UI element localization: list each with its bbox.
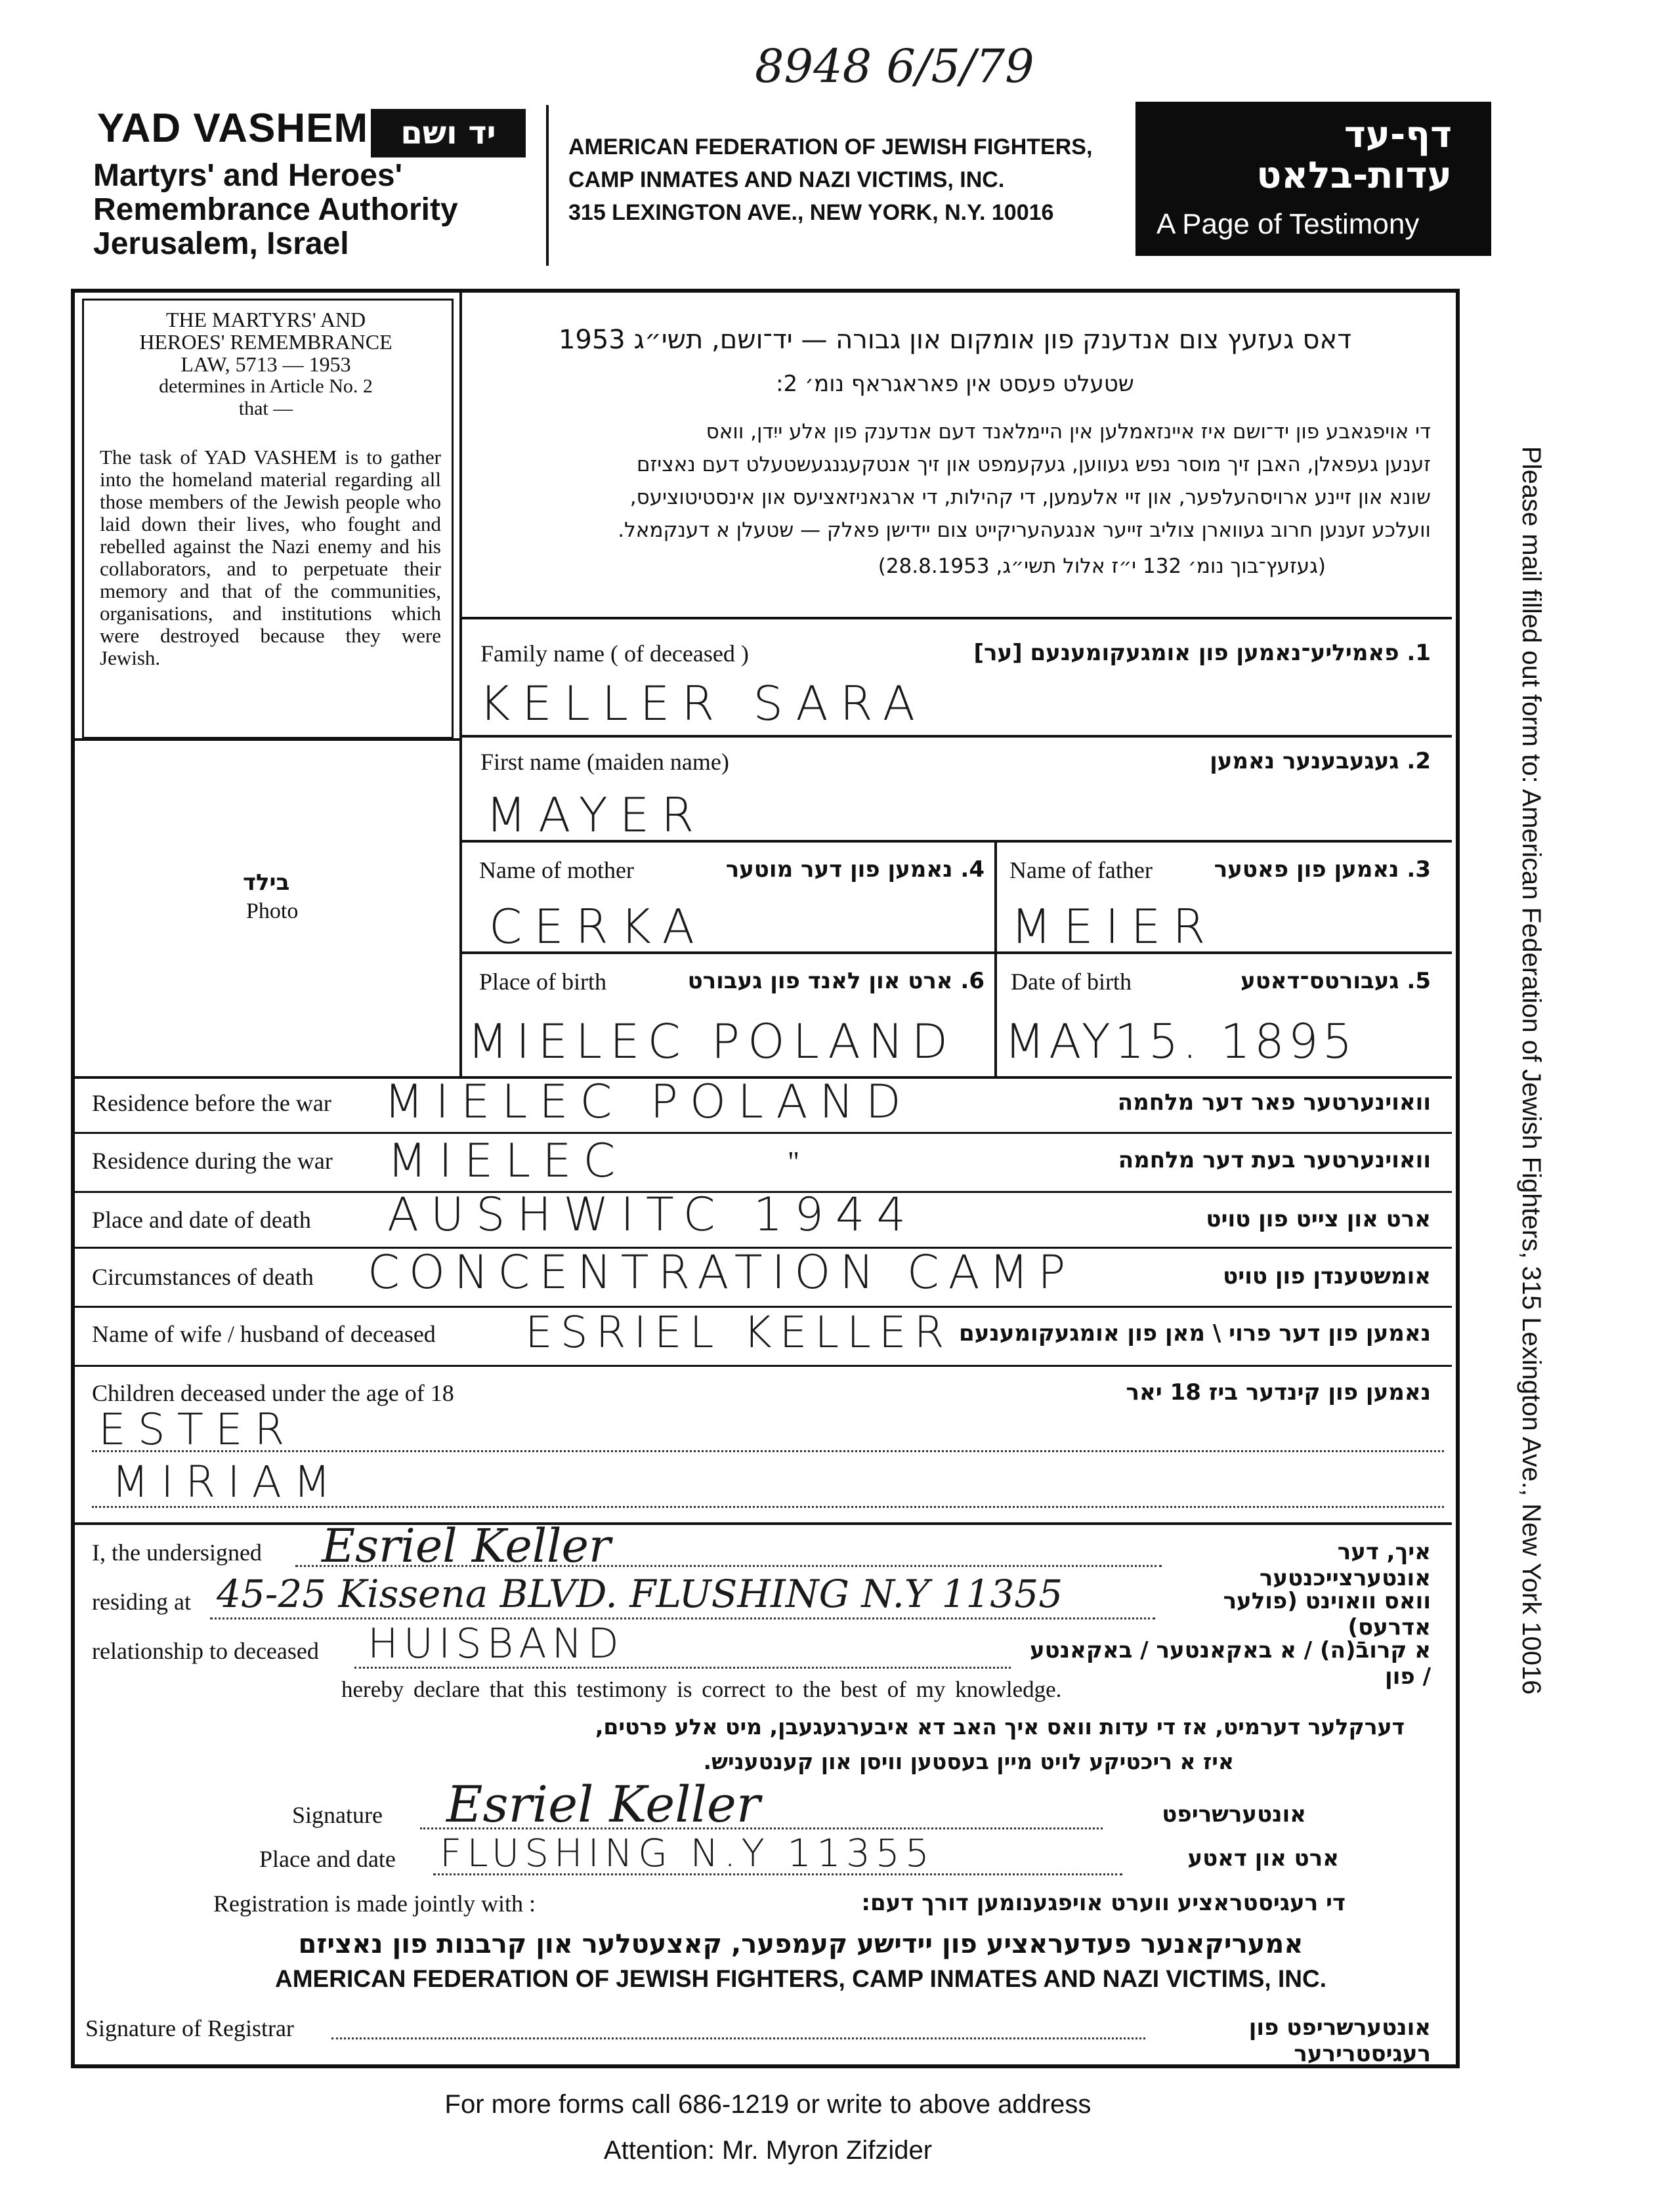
residence-during-ditto: " — [788, 1146, 799, 1178]
rule-res-during — [75, 1132, 1452, 1134]
file-note: 8948 6/5/79 — [755, 39, 1034, 93]
undersigned-line — [295, 1565, 1162, 1567]
first-name-label: First name (maiden name) — [480, 749, 729, 775]
relationship-line — [354, 1667, 1011, 1669]
declaration-hebrew1: דערקלער דערמיט, אז די עדות וואס איך האב דא איבערגעגעבן, מיט אלע פרטים, — [595, 1714, 1405, 1740]
authority-line1: Martyrs' and Heroes' — [93, 158, 402, 193]
spouse-value[interactable]: ESRIEL KELLER — [525, 1307, 952, 1358]
law-yiddish-body1: די אויפגאבע פון יד־ושם איז איינזאמלען אין היימלאנד דעם אנדענק פון אלע ייִדן, וואס — [706, 420, 1431, 444]
children-line-1 — [92, 1450, 1444, 1452]
first-name-hebrew: 2. געגעבענער נאמען — [1210, 748, 1431, 774]
place-date-label: Place and date — [259, 1846, 396, 1872]
rule-middle-divider — [994, 841, 997, 1077]
spouse-label: Name of wife / husband of deceased — [92, 1321, 436, 1347]
rule-left-lawbox-bottom — [75, 738, 462, 741]
registrar-label: Signature of Registrar — [85, 2015, 294, 2041]
relationship-label: relationship to deceased — [92, 1638, 319, 1664]
signature-hebrew: אונטערשריפט — [1162, 1801, 1306, 1827]
law-yiddish-body2: זענען געפאלן, האבן זיך מוסר נפש געווען, געקעמפט און זיך אנטקעגנגעשטעלט דעם נאציזם — [637, 453, 1431, 476]
circumstances-hebrew: אומשטענדן פון טויט — [1223, 1263, 1431, 1289]
residing-label: residing at — [92, 1589, 191, 1615]
law-yiddish-body5: (געזעץ־בוך נומ׳ 132 י״ז אלול תשי״ג, 28.8.1953) — [878, 554, 1326, 578]
children-label: Children deceased under the age of 18 — [92, 1380, 454, 1406]
children-hebrew: נאמען פון קינדער ביז 18 יאר — [1126, 1379, 1431, 1406]
yad-vashem-title: YAD VASHEM — [97, 106, 369, 151]
federation-line2: CAMP INMATES AND NAZI VICTIMS, INC. — [568, 167, 1005, 192]
relationship-value[interactable]: HUISBAND — [368, 1619, 624, 1667]
registration-label: Registration is made jointly with : — [213, 1890, 536, 1917]
family-name-value[interactable]: KELLER SARA — [479, 676, 927, 731]
rule-declaration-top — [75, 1522, 1452, 1525]
law-line2: HEROES' REMEMBRANCE — [139, 330, 392, 354]
badge-english: A Page of Testimony — [1156, 208, 1420, 240]
children-line-2 — [92, 1506, 1444, 1508]
registrar-line — [331, 2037, 1145, 2039]
family-name-hebrew: 1. פאמיליע־נאמען פון אומגעקומענעם [ער] — [973, 640, 1431, 666]
place-date-hebrew: ארט און דאטע — [1187, 1845, 1339, 1871]
undersigned-hebrew: איך, דער אונטערצייכנטער — [1259, 1539, 1431, 1591]
place-date-death-hebrew: ארט און צייט פון טויט — [1206, 1206, 1431, 1232]
federation-line3: 315 LEXINGTON AVE., NEW YORK, N.Y. 10016 — [568, 200, 1054, 225]
residence-during-value[interactable]: MIELEC — [387, 1134, 627, 1188]
footer-line1: For more forms call 686-1219 or write to above address — [444, 2090, 1092, 2119]
place-of-birth-value[interactable]: MIELEC POLAND — [467, 1014, 956, 1069]
residing-hebrew: וואס וואוינט (פולער אדרעס) — [1223, 1588, 1431, 1640]
father-hebrew: 3. נאמען פון פאטער — [1214, 856, 1431, 883]
signature-value[interactable]: Esriel Keller — [446, 1775, 761, 1833]
registrar-hebrew: אונטערשריפט פון רעגיסטרירער — [1248, 2014, 1431, 2067]
residing-value[interactable]: 45-25 Kissena BLVD. FLUSHING N.Y 11355 — [217, 1572, 1063, 1616]
declaration-statement: hereby declare that this testimony is correct to the best of my knowledge. — [341, 1677, 1062, 1702]
footer-line2: Attention: Mr. Myron Zifzider — [603, 2136, 933, 2165]
photo-hebrew: בילד — [243, 869, 290, 896]
yad-vashem-hebrew: יד ושם — [400, 115, 496, 152]
circumstances-label: Circumstances of death — [92, 1264, 314, 1290]
date-of-birth-label: Date of birth — [1011, 969, 1132, 995]
registration-hebrew: די רעגיסטראציע ווערט אויפגענומען דורך דעם: — [861, 1890, 1346, 1916]
child-value-2[interactable]: MIRIAM — [112, 1457, 343, 1507]
mother-value[interactable]: CERKA — [489, 899, 706, 954]
rule-after-family — [459, 735, 1452, 738]
yad-vashem-logo — [371, 109, 526, 157]
residing-line — [210, 1617, 1155, 1619]
law-line4: determines in Article No. 2 — [159, 375, 373, 397]
signature-line — [420, 1827, 1103, 1829]
photo-label: Photo — [246, 899, 299, 923]
place-of-birth-label: Place of birth — [479, 969, 606, 995]
law-line5: that — — [238, 398, 293, 419]
signature-label: Signature — [292, 1802, 383, 1828]
relationship-hebrew: א קרובֿ(ה) / א באקאנטער / באקאנטע / פון — [1029, 1637, 1431, 1690]
family-name-label: Family name ( of deceased ) — [480, 640, 749, 667]
date-of-birth-hebrew: 5. געבורטס־דאטע — [1240, 968, 1431, 994]
date-of-birth-value[interactable]: MAY15. 1895 — [1004, 1014, 1357, 1069]
law-yiddish-body4: וועלכע זענען חרוב געווארן צוליב זייער אנגעהעריקייט צום יידישן פאלק — שטעלן א דענקמאל. — [618, 518, 1431, 542]
place-of-birth-hebrew: 6. ארט און לאנד פון געבורט — [687, 968, 985, 994]
place-date-death-label: Place and date of death — [92, 1207, 311, 1233]
place-date-death-value[interactable]: AUSHWITC 1944 — [387, 1188, 918, 1242]
badge-hebrew2: עדות-בלאט — [1256, 154, 1452, 197]
federation-line1: AMERICAN FEDERATION OF JEWISH FIGHTERS, — [568, 135, 1093, 159]
law-yiddish-body3: שונא און זיינע ארויסהעלפער, און זיי אלעמען, די קהילות, די ארגאניזאציעס און אינסטיטוציעס, — [629, 486, 1431, 509]
undersigned-value[interactable]: Esriel Keller — [322, 1519, 611, 1573]
header-divider — [546, 105, 549, 266]
father-label: Name of father — [1009, 857, 1153, 883]
child-value-1[interactable]: ESTER — [98, 1404, 297, 1455]
law-yiddish-title: דאס געזעץ צום אנדענק פון אומקום און גבורה — יד־ושם, תשי״ג 1953 — [558, 325, 1352, 355]
authority-line2: Remembrance Authority — [93, 192, 458, 227]
place-date-line — [433, 1873, 1122, 1875]
residence-before-value[interactable]: MIELEC POLAND — [384, 1075, 913, 1129]
law-body: The task of YAD VASHEM is to gather into the homeland material regarding all those members of the Jewish people who laid down their lives, who fought and rebelled against the Nazi enemy and his collaborators, and to perpetuate their memory and that of the communities, organisations, and institutions which were destroyed because they were Jewish. — [100, 446, 441, 669]
badge-hebrew1: דף-עד — [1344, 114, 1452, 156]
residence-during-hebrew: וואוינערטער בעת דער מלחמה — [1118, 1147, 1431, 1173]
declaration-hebrew2: איז א ריכטיקע לויט מיין בעסטען וויסן און קענטעניש. — [703, 1749, 1234, 1774]
law-box — [92, 308, 440, 420]
residence-before-hebrew: וואוינערטער פאר דער מלחמה — [1117, 1089, 1431, 1116]
federation-english-footer: AMERICAN FEDERATION OF JEWISH FIGHTERS, CAMP INMATES AND NAZI VICTIMS, INC. — [275, 1965, 1326, 1992]
mother-hebrew: 4. נאמען פון דער מוטער — [725, 856, 985, 883]
place-date-value[interactable]: FLUSHING N.Y 11355 — [440, 1831, 935, 1875]
law-line3: LAW, 5713 — 1953 — [180, 352, 351, 376]
side-mail-note: Please mail filled out form to: American Federation of Jewish Fighters, 315 Lexington Ave., New York 10016 — [1517, 446, 1546, 1695]
federation-hebrew-footer: אמעריקאנער פעדעראציע פון יידישע קעמפער, קאצעטלער און קרבנות פון נאציזם — [298, 1929, 1304, 1959]
residence-before-label: Residence before the war — [92, 1090, 331, 1116]
law-yiddish-subtitle: שטעלט פעסט אין פאראגראף נומ׳ 2: — [776, 371, 1134, 397]
residence-during-label: Residence during the war — [92, 1148, 333, 1174]
mother-label: Name of mother — [479, 857, 634, 883]
testimony-badge — [1135, 102, 1491, 256]
law-line1: THE MARTYRS' AND — [165, 308, 366, 331]
rule-children-top — [75, 1365, 1452, 1367]
first-name-value[interactable]: MAYER — [486, 787, 706, 843]
authority-line3: Jerusalem, Israel — [93, 226, 349, 261]
undersigned-label: I, the undersigned — [92, 1539, 262, 1566]
father-value[interactable]: MEIER — [1011, 899, 1218, 954]
spouse-hebrew: נאמען פון דער פרוי \ מאן פון אומגעקומענעם — [959, 1320, 1431, 1346]
rule-top-field — [459, 617, 1452, 619]
left-column-divider — [459, 293, 462, 1077]
circumstances-value[interactable]: CONCENTRATION CAMP — [368, 1245, 1075, 1299]
